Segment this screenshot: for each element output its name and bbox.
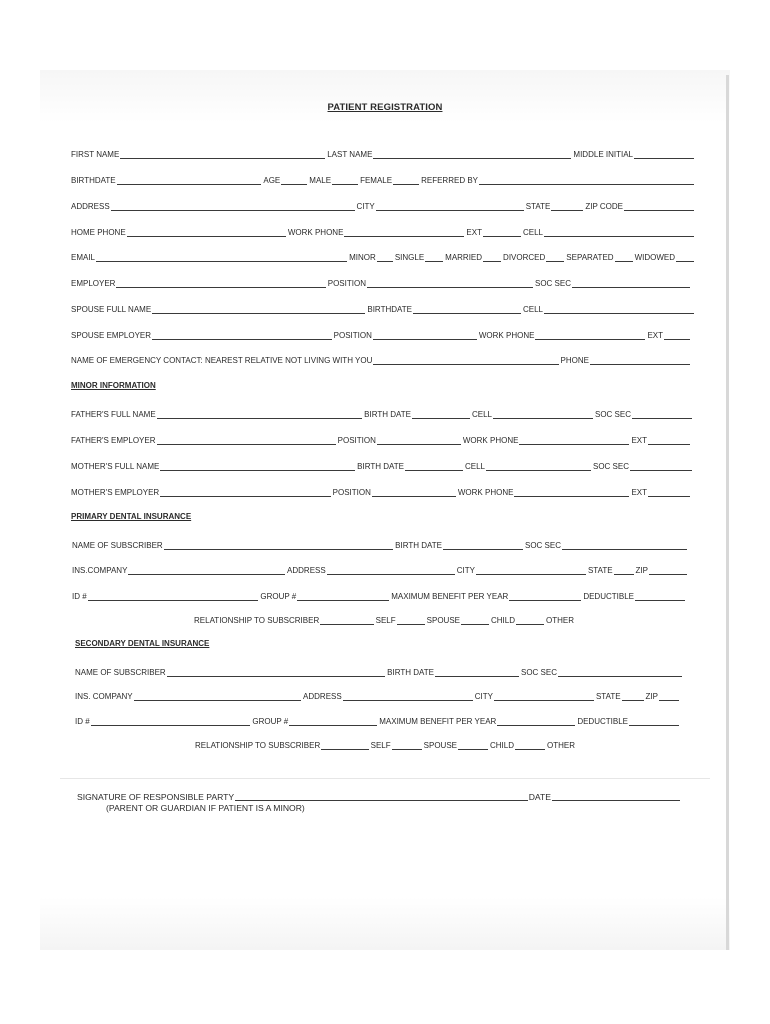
city-label: CITY [356,202,375,211]
relationship-to-subscriber-field[interactable] [320,615,373,625]
female-field[interactable] [393,175,419,185]
spouse-field[interactable] [458,740,488,750]
group-label: GROUP # [252,717,289,726]
ext-field[interactable] [648,435,690,445]
birth-date-label: BIRTH DATE [395,541,442,550]
self-field[interactable] [397,615,425,625]
cell-label: CELL [522,305,543,314]
form-row [71,146,695,160]
form-row [72,562,688,576]
deductible-field[interactable] [629,716,679,726]
married-field[interactable] [483,252,501,262]
child-field[interactable] [516,615,544,625]
section-minor-information: MINOR INFORMATION [71,381,156,390]
maximum-benefit-per-year-field[interactable] [497,716,575,726]
ins-company-field[interactable] [128,565,285,575]
soc-sec-field[interactable] [562,540,687,550]
maximum-benefit-per-year-field[interactable] [509,591,581,601]
single-field[interactable] [425,252,443,262]
spouse-label: SPOUSE [426,616,460,625]
mother-s-employer-field[interactable] [160,487,330,497]
signature-label: SIGNATURE OF RESPONSIBLE PARTY [77,792,235,802]
birth-date-field[interactable] [405,461,463,471]
ext-label: EXT [631,436,647,445]
position-label: POSITION [333,331,372,340]
soc-sec-field[interactable] [572,278,690,288]
form-row [194,612,574,626]
spouse-full-name-field[interactable] [152,304,365,314]
divider [60,778,710,779]
mother-s-full-name-label: MOTHER'S FULL NAME [71,462,160,471]
mother-s-employer-label: MOTHER'S EMPLOYER [71,488,160,497]
email-field[interactable] [96,252,347,262]
form-row [75,688,680,702]
phone-field[interactable] [590,355,690,365]
minor-label: MINOR [349,253,376,262]
name-of-emergency-contact-nearest-relative-not-living-with-you-field[interactable] [373,355,558,365]
age-label: AGE [263,176,281,185]
relationship-to-subscriber-label: RELATIONSHIP TO SUBSCRIBER [194,616,320,625]
signature-row [77,788,681,802]
cell-label: CELL [464,462,485,471]
maximum-benefit-per-year-label: MAXIMUM BENEFIT PER YEAR [379,717,497,726]
ext-field[interactable] [648,487,690,497]
employer-label: EMPLOYER [71,279,116,288]
group-label: GROUP # [260,592,297,601]
other-label: OTHER [547,741,575,750]
signature-field[interactable] [235,791,528,801]
state-field[interactable] [614,565,634,575]
phone-label: PHONE [560,356,589,365]
soc-sec-label: SOC SEC [592,462,629,471]
form-row [71,406,693,420]
position-field[interactable] [372,487,456,497]
self-label: SELF [370,741,391,750]
relationship-to-subscriber-label: RELATIONSHIP TO SUBSCRIBER [195,741,321,750]
first-name-field[interactable] [120,149,325,159]
other-label: OTHER [546,616,574,625]
birth-date-field[interactable] [435,667,519,677]
zip-label: ZIP [635,566,648,575]
referred-by-label: REFERRED BY [421,176,478,185]
birth-date-label: BIRTH DATE [387,668,434,677]
city-field[interactable] [494,691,594,701]
birth-date-field[interactable] [412,409,470,419]
ins-company-label: INS.COMPANY [72,566,128,575]
work-phone-field[interactable] [519,435,629,445]
state-label: STATE [595,692,621,701]
home-phone-field[interactable] [127,227,286,237]
address-label: ADDRESS [287,566,326,575]
city-field[interactable] [376,201,524,211]
spouse-label: SPOUSE [423,741,457,750]
single-label: SINGLE [394,253,425,262]
city-label: CITY [456,566,475,575]
birthdate-field[interactable] [117,175,262,185]
form-row [71,224,695,238]
work-phone-label: WORK PHONE [287,228,344,237]
soc-sec-label: SOC SEC [594,410,631,419]
email-label: EMAIL [71,253,96,262]
first-name-label: FIRST NAME [71,150,120,159]
self-label: SELF [375,616,396,625]
soc-sec-field[interactable] [630,461,692,471]
form-row [71,172,695,186]
address-field[interactable] [343,691,473,701]
spouse-employer-field[interactable] [152,330,332,340]
position-field[interactable] [367,278,533,288]
widowed-field[interactable] [676,252,694,262]
married-label: MARRIED [445,253,483,262]
zip-field[interactable] [659,691,679,701]
name-of-subscriber-label: NAME OF SUBSCRIBER [75,668,166,677]
ext-label: EXT [466,228,482,237]
minor-field[interactable] [377,252,393,262]
state-field[interactable] [551,201,583,211]
age-field[interactable] [281,175,307,185]
zip-field[interactable] [649,565,687,575]
position-label: POSITION [337,436,376,445]
cell-label: CELL [471,410,492,419]
ext-label: EXT [647,331,663,340]
address-label: ADDRESS [71,202,110,211]
father-s-employer-field[interactable] [157,435,336,445]
deductible-label: DEDUCTIBLE [577,717,628,726]
middle-initial-field[interactable] [634,149,694,159]
cell-field[interactable] [544,227,694,237]
mother-s-full-name-field[interactable] [160,461,355,471]
ext-label: EXT [631,488,647,497]
birth-date-field[interactable] [443,540,523,550]
signature-note: (PARENT OR GUARDIAN IF PATIENT IS A MINOR) [106,803,305,813]
birthdate-label: BIRTHDATE [71,176,116,185]
id-field[interactable] [91,716,251,726]
ext-field[interactable] [664,330,690,340]
father-s-full-name-label: FATHER'S FULL NAME [71,410,156,419]
deductible-field[interactable] [635,591,685,601]
father-s-employer-label: FATHER'S EMPLOYER [71,436,156,445]
cell-field[interactable] [486,461,591,471]
form-row [71,458,693,472]
form-row [195,737,575,751]
father-s-full-name-field[interactable] [157,409,362,419]
address-field[interactable] [327,565,455,575]
form-row [75,664,683,678]
id-label: ID # [75,717,90,726]
soc-sec-field[interactable] [632,409,692,419]
city-label: CITY [474,692,493,701]
form-row [72,588,686,602]
relationship-to-subscriber-field[interactable] [321,740,368,750]
id-field[interactable] [88,591,259,601]
soc-sec-field[interactable] [558,667,682,677]
work-phone-field[interactable] [514,487,629,497]
female-label: FEMALE [360,176,393,185]
ins-company-field[interactable] [134,691,301,701]
separated-label: SEPARATED [566,253,614,262]
id-label: ID # [72,592,87,601]
group-field[interactable] [289,716,377,726]
soc-sec-label: SOC SEC [524,541,561,550]
name-of-subscriber-field[interactable] [167,667,385,677]
work-phone-label: WORK PHONE [478,331,535,340]
birthdate-field[interactable] [413,304,521,314]
form-row [71,198,695,212]
form-row [71,352,691,366]
form-row [72,537,688,551]
group-field[interactable] [297,591,389,601]
name-of-subscriber-label: NAME OF SUBSCRIBER [72,541,163,550]
deductible-label: DEDUCTIBLE [583,592,634,601]
referred-by-field[interactable] [479,175,694,185]
work-phone-field[interactable] [344,227,464,237]
position-field[interactable] [373,330,477,340]
cell-field[interactable] [544,304,694,314]
form-row [71,249,695,263]
last-name-field[interactable] [373,149,571,159]
child-label: CHILD [489,741,514,750]
cell-label: CELL [522,228,543,237]
widowed-label: WIDOWED [634,253,675,262]
spouse-field[interactable] [461,615,489,625]
last-name-label: LAST NAME [327,150,373,159]
self-field[interactable] [392,740,422,750]
form-row [71,275,691,289]
position-label: POSITION [327,279,366,288]
section-primary-dental-insurance: PRIMARY DENTAL INSURANCE [71,512,192,521]
child-label: CHILD [490,616,515,625]
state-field[interactable] [622,691,644,701]
position-field[interactable] [377,435,461,445]
form-title: PATIENT REGISTRATION [327,102,443,113]
separated-field[interactable] [615,252,633,262]
male-label: MALE [309,176,332,185]
spouse-employer-label: SPOUSE EMPLOYER [71,331,152,340]
divorced-field[interactable] [546,252,564,262]
state-label: STATE [525,202,551,211]
maximum-benefit-per-year-label: MAXIMUM BENEFIT PER YEAR [391,592,509,601]
form-row [75,713,680,727]
form-row [71,484,691,498]
form-row [71,301,695,315]
birth-date-label: BIRTH DATE [364,410,411,419]
home-phone-label: HOME PHONE [71,228,126,237]
ins-company-label: INS. COMPANY [75,692,133,701]
child-field[interactable] [515,740,545,750]
ext-field[interactable] [483,227,521,237]
address-field[interactable] [111,201,355,211]
section-secondary-dental-insurance: SECONDARY DENTAL INSURANCE [75,639,210,648]
birthdate-label: BIRTHDATE [367,305,412,314]
cell-field[interactable] [493,409,593,419]
employer-field[interactable] [116,278,325,288]
soc-sec-label: SOC SEC [534,279,571,288]
state-label: STATE [587,566,613,575]
middle-initial-label: MIDDLE INITIAL [573,150,633,159]
zip-code-field[interactable] [624,201,694,211]
date-label: DATE [528,792,551,802]
name-of-emergency-contact-nearest-relative-not-living-with-you-label: NAME OF EMERGENCY CONTACT: NEAREST RELATIVE NOT LIVING WITH YOU [71,356,373,365]
work-phone-label: WORK PHONE [462,436,519,445]
work-phone-field[interactable] [535,330,645,340]
zip-code-label: ZIP CODE [585,202,623,211]
spouse-full-name-label: SPOUSE FULL NAME [71,305,152,314]
divorced-label: DIVORCED [503,253,546,262]
birth-date-label: BIRTH DATE [357,462,404,471]
form-row [71,432,691,446]
form-row [71,327,691,341]
male-field[interactable] [332,175,358,185]
city-field[interactable] [476,565,586,575]
name-of-subscriber-field[interactable] [164,540,393,550]
soc-sec-label: SOC SEC [520,668,557,677]
date-field[interactable] [552,791,680,801]
position-label: POSITION [332,488,371,497]
work-phone-label: WORK PHONE [457,488,514,497]
zip-label: ZIP [645,692,658,701]
address-label: ADDRESS [303,692,342,701]
